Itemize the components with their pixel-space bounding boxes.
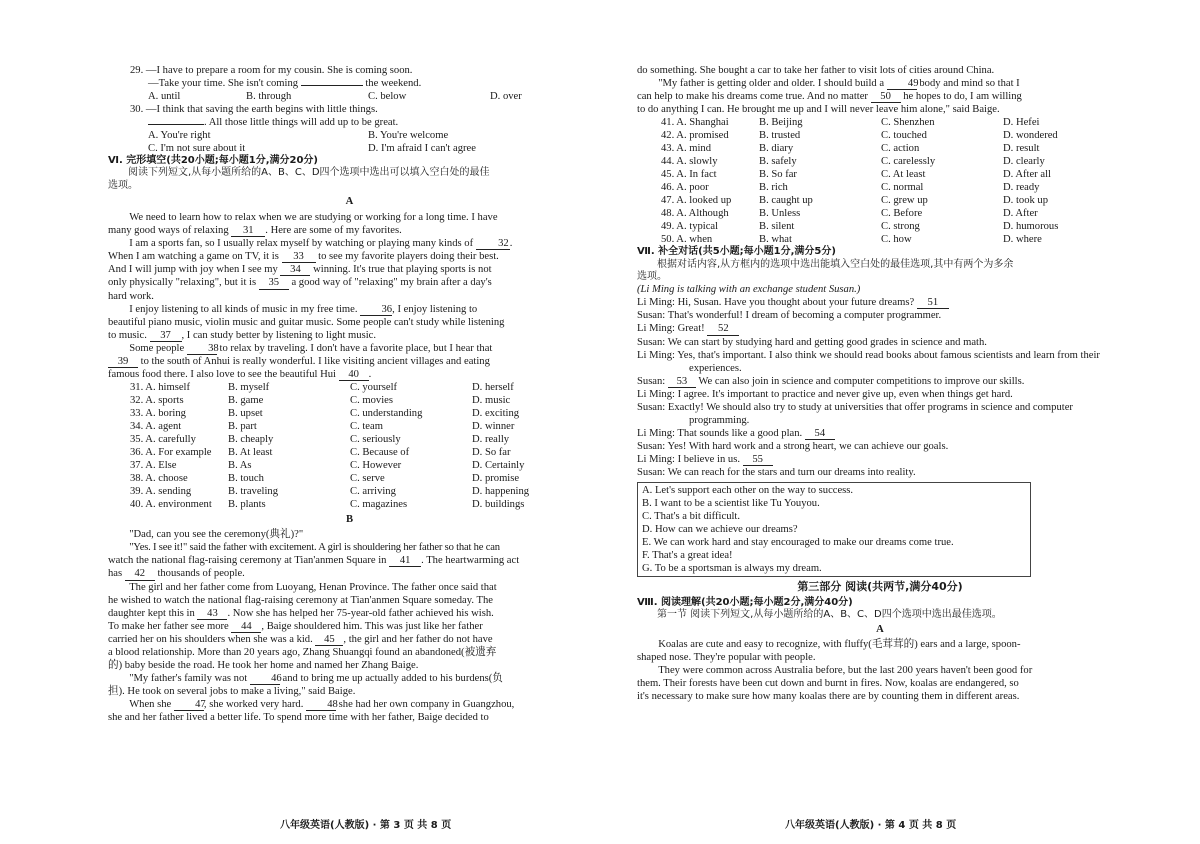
option[interactable]: D. After all — [1003, 169, 1051, 181]
text-line: And I will jump with joy when I see my 34 winning. It's true that playing sports is not — [108, 264, 492, 276]
option[interactable]: 49. A. typical — [661, 221, 719, 233]
option[interactable]: D. winner — [472, 421, 515, 433]
blank-48[interactable]: 48 — [306, 699, 336, 711]
text-line: "Dad, can you see the ceremony(典礼)?" — [129, 529, 304, 541]
option[interactable]: D. After — [1003, 208, 1038, 220]
right-page — [637, 64, 1123, 703]
option[interactable]: 34. A. agent — [130, 421, 182, 433]
option[interactable]: C. grew up — [881, 195, 928, 207]
options-46 — [661, 181, 1123, 194]
option[interactable]: D. clearly — [1003, 156, 1045, 168]
options-50 — [661, 233, 1123, 246]
option[interactable]: C. At least — [881, 169, 926, 181]
options-41 — [661, 116, 1123, 129]
text-line: "My father is getting older and older. I should build a 49 body and mind so that I — [658, 78, 1020, 90]
blank-42[interactable]: 42 — [125, 568, 155, 580]
option[interactable]: D. exciting — [472, 408, 520, 420]
option[interactable]: 48. A. Although — [661, 208, 729, 220]
koala-passage — [637, 638, 1123, 703]
section-6-instructions: 阅读下列短文,从每小题所给的A、B、C、D四个选项中选出可以填入空白处的最佳 — [128, 167, 490, 179]
option[interactable]: B. plants — [228, 499, 266, 511]
choice-item[interactable]: F. That's a great idea! — [642, 550, 733, 562]
page-footer-left: 八年级英语(人教版) · 第 3 页 共 8 页 — [280, 820, 452, 831]
blank-38[interactable]: 38 — [187, 343, 217, 355]
blank-43[interactable]: 43 — [197, 608, 227, 620]
text-line: shaped nose. They're popular with people. — [637, 652, 816, 664]
option[interactable]: C. carelessly — [881, 156, 936, 168]
passage-a — [108, 211, 591, 381]
blank-33[interactable]: 33 — [282, 251, 316, 263]
blank-50[interactable]: 50 — [871, 91, 901, 103]
section-6-title: Ⅵ. 完形填空(共20小题;每小题1分,满分20分) — [108, 155, 318, 167]
option[interactable]: D. wondered — [1003, 130, 1058, 142]
text-line: famous food there. I also love to see the beautiful Hui 40 . — [108, 369, 372, 381]
option[interactable]: 45. A. In fact — [661, 169, 717, 181]
q29-stem: 29. —I have to prepare a room for my cousin. She is coming soon. — [130, 65, 413, 76]
blank-54[interactable]: 54 — [805, 428, 835, 440]
option[interactable]: D. herself — [472, 382, 514, 394]
option[interactable]: D. buildings — [472, 499, 525, 511]
option[interactable]: C. magazines — [350, 499, 408, 511]
option[interactable]: B. traveling — [228, 486, 279, 498]
text-line: to do anything I can. He brought me up and I will never leave him alone," said Baige. — [637, 104, 1000, 116]
blank-34[interactable]: 34 — [280, 264, 310, 276]
text-line: Some people 38 to relax by traveling. I don't have a favorite place, but I hear that — [129, 342, 493, 354]
option[interactable]: B. trusted — [759, 130, 801, 142]
option[interactable]: 44. A. slowly — [661, 156, 718, 168]
blank-53[interactable]: 53 — [668, 376, 696, 388]
dialogue-line: Li Ming: Great! 52 — [637, 322, 1123, 335]
passage-b-heading: B — [345, 514, 354, 526]
section-7-instructions-cont: 选项。 — [637, 271, 667, 282]
text-line: 的) baby beside the road. He took her home and named her Zhang Baige. — [108, 659, 419, 671]
options-42 — [661, 129, 1123, 142]
reading-a-heading: A — [876, 624, 884, 636]
options-39 — [130, 485, 591, 498]
options-36 — [130, 446, 591, 459]
option[interactable]: B. Unless — [759, 208, 801, 220]
options-45 — [661, 168, 1123, 181]
option[interactable]: C. team — [350, 421, 383, 433]
blank-32[interactable]: 32 — [476, 238, 510, 250]
option[interactable]: D. I'm afraid I can't agree — [368, 143, 476, 155]
text-line: 39 to the south of Anhui is really wonderful. I like visiting ancient villages and eating — [108, 355, 591, 368]
option[interactable]: B. part — [228, 421, 257, 433]
dialogue-line: Susan: We can reach for the stars and turn our dreams into reality. — [637, 466, 916, 478]
option[interactable]: 43. A. mind — [661, 143, 712, 155]
section-7-instructions: 根据对话内容,从方框内的选项中选出能填入空白处的最佳选项,其中有两个为多余 — [657, 258, 1014, 270]
option[interactable]: B. game — [228, 395, 264, 407]
option[interactable]: B. cheaply — [228, 434, 274, 446]
q29-blank[interactable] — [301, 85, 363, 86]
choice-item[interactable]: G. To be a sportsman is always my dream. — [642, 563, 822, 575]
option[interactable]: D. So far — [472, 447, 511, 459]
option[interactable]: C. Shenzhen — [881, 117, 935, 129]
option[interactable]: D. took up — [1003, 195, 1049, 207]
options-40 — [130, 498, 591, 511]
text-line: When she 47, she worked very hard. 48 she had her own company in Guangzhou, — [129, 699, 515, 711]
option[interactable]: A. until — [148, 91, 181, 103]
text-line: I am a sports fan, so I usually relax myself by watching or playing many kinds of 32. — [129, 238, 513, 250]
dialogue-line: Susan: Yes! With hard work and a strong heart, we can achieve our goals. — [637, 440, 949, 452]
passage-a-options — [108, 381, 591, 511]
option[interactable]: D. Hefei — [1003, 117, 1040, 129]
options-44 — [661, 155, 1123, 168]
text-line: 担). He took on several jobs to make a living," said Baige. — [108, 686, 356, 698]
text-line: to music. 37 , I can study better by listening to light music. — [108, 329, 376, 341]
option[interactable]: 38. A. choose — [130, 473, 188, 485]
options-43 — [661, 142, 1123, 155]
text-line: do something. She bought a car to take her father to visit lots of cities around China. — [637, 65, 995, 76]
option[interactable]: C. Because of — [350, 447, 410, 459]
option[interactable]: D. really — [472, 434, 510, 446]
blank-49[interactable]: 49 — [887, 78, 917, 90]
option[interactable]: D. music — [472, 395, 511, 407]
text-line: daughter kept this in 43 . Now she has helped her 75-year-old father achieved his wish. — [108, 607, 494, 619]
text-line: only physically "relaxing", but it is 35 a good way of "relaxing" my brain after a day's — [108, 277, 492, 289]
option[interactable]: B. silent — [759, 221, 795, 233]
option[interactable]: D. happening — [472, 486, 530, 498]
option[interactable]: 40. A. environment — [130, 499, 212, 511]
options-31 — [130, 381, 591, 394]
answer-choices-box — [637, 482, 1031, 577]
option[interactable]: 50. A. when — [661, 234, 713, 246]
text-line: They were common across Australia before, but the last 200 years haven't been good for — [658, 665, 1033, 677]
option[interactable]: B. touch — [228, 473, 264, 485]
options-38 — [130, 472, 591, 485]
dialogue-setting: (Li Ming is talking with an exchange student Susan.) — [637, 284, 861, 296]
blank-51[interactable]: 51 — [917, 297, 949, 309]
dialogue-line: Susan: Exactly! We should also try to study at universities that offer programs in science and computer programming. — [637, 401, 1073, 426]
text-line: she and her father lived a better life. To spend more time with her father, Baige decided to — [108, 712, 489, 724]
passage-a-heading: A — [345, 196, 354, 207]
q30-options — [108, 129, 591, 155]
section-6-instructions-cont: 选项。 — [108, 179, 138, 191]
option[interactable]: 42. A. promised — [661, 130, 729, 142]
text-line: can help to make his dreams come true. And no matter 50 he hopes to do, I am willing — [637, 91, 1022, 103]
blank-55[interactable]: 55 — [743, 454, 773, 466]
option[interactable]: C. seriously — [350, 434, 401, 446]
option[interactable]: 33. A. boring — [130, 408, 186, 420]
option[interactable]: B. At least — [228, 447, 273, 459]
blank-41[interactable]: 41 — [389, 555, 421, 567]
text-line: has 42 thousands of people. — [108, 568, 245, 580]
dialogue-line: Li Ming: I believe in us. 55 — [637, 453, 1123, 466]
option[interactable]: B. Beijing — [759, 117, 803, 129]
option[interactable]: B. You're welcome — [368, 130, 449, 142]
option[interactable]: D. promise — [472, 473, 520, 485]
option[interactable]: B. myself — [228, 382, 270, 394]
text-line: he wished to watch the national flag-raising ceremony at Tian'anmen Square someday. The — [108, 594, 493, 606]
option[interactable]: C. serve — [350, 473, 385, 485]
text-line: I enjoy listening to all kinds of music in my free time. 36, I enjoy listening to — [129, 303, 478, 315]
option[interactable]: C. However — [350, 460, 402, 472]
dialogue-line: Li Ming: Hi, Susan. Have you thought about your future dreams? 51 — [637, 296, 1123, 309]
option[interactable]: C. strong — [881, 221, 920, 233]
option[interactable]: C. action — [881, 143, 920, 155]
dialogue — [637, 296, 1123, 479]
options-34 — [130, 420, 591, 433]
options-37 — [130, 459, 591, 472]
choice-item[interactable]: C. That's a bit difficult. — [642, 511, 741, 523]
page-footer-right: 八年级英语(人教版) · 第 4 页 共 8 页 — [785, 820, 957, 831]
dialogue-line: Li Ming: I agree. It's important to practice and never give up, even when things get hard. — [637, 388, 1013, 400]
option[interactable]: B. upset — [228, 408, 263, 420]
option[interactable]: D. over — [490, 91, 522, 103]
blank-31[interactable]: 31 — [231, 225, 265, 237]
option[interactable]: D. Certainly — [472, 460, 525, 472]
section-7-title: Ⅶ. 补全对话(共5小题;每小题1分,满分5分) — [637, 246, 836, 258]
dialogue-line: Susan: That's wonderful! I dream of becoming a computer programmer. — [637, 310, 942, 322]
option[interactable]: 46. A. poor — [661, 182, 709, 194]
q30-reply: . All those little things will add up to be great. — [108, 116, 591, 129]
text-line: it's necessary to make sure how many koalas there are by counting them in different areas. — [637, 691, 1020, 703]
blank-39[interactable]: 39 — [108, 356, 138, 368]
options-47 — [661, 194, 1123, 207]
option[interactable]: C. arriving — [350, 486, 396, 498]
option[interactable]: 41. A. Shanghai — [661, 117, 729, 129]
option[interactable]: C. understanding — [350, 408, 423, 420]
blank-46[interactable]: 46 — [250, 673, 280, 685]
text-line: Koalas are cute and easy to recognize, with fluffy(毛茸茸的) ears and a large, spoon- — [658, 639, 1021, 651]
q30-stem: 30. —I think that saving the earth begins with little things. — [130, 104, 378, 116]
blank-45[interactable]: 45 — [315, 634, 343, 646]
blank-35[interactable]: 35 — [259, 277, 289, 289]
section-8-instructions: 第一节 阅读下列短文,从每小题所给的A、B、C、D四个选项中选出最佳选项。 — [657, 608, 1002, 620]
choice-item[interactable]: E. We can work hard and stay encouraged to make our dreams come true. — [642, 537, 954, 549]
blank-52[interactable]: 52 — [707, 323, 739, 335]
passage-b — [108, 528, 591, 724]
option[interactable]: B. through — [246, 91, 292, 103]
option[interactable]: B. what — [759, 234, 792, 246]
choice-item[interactable]: D. How can we achieve our dreams? — [642, 524, 798, 536]
part-3-heading: 第三部分 阅读(共两节,满分40分) — [797, 580, 963, 594]
options-33 — [130, 407, 591, 420]
dialogue-line: Susan: 53 We can also join in science and computer competitions to improve our skills. — [637, 375, 1025, 387]
text-line: To make her father see more 44 , Baige shouldered him. This was just like her father — [108, 620, 483, 632]
dialogue-line: Li Ming: That sounds like a good plan. 54 — [637, 427, 1123, 440]
option[interactable]: 39. A. sending — [130, 486, 192, 498]
option[interactable]: 47. A. looked up — [661, 195, 732, 207]
blank-37[interactable]: 37 — [150, 330, 182, 342]
text-line: many good ways of relaxing 31 . Here are some of my favorites. — [108, 225, 402, 237]
q29-reply: —Take your time. She isn't coming the weekend. — [148, 78, 422, 90]
option[interactable]: B. rich — [759, 182, 788, 194]
text-line: "Yes. I see it!" said the father with excitement. A girl is shouldering her father so that he can — [129, 542, 500, 554]
options-32 — [130, 394, 591, 407]
options-35 — [130, 433, 591, 446]
text-line: "My father's family was not 46 and to bring me up actually added to his burdens(负 — [129, 672, 503, 684]
option[interactable]: D. humorous — [1003, 221, 1059, 233]
option[interactable]: 31. A. himself — [130, 382, 191, 394]
option[interactable]: D. where — [1003, 234, 1042, 246]
blank-36[interactable]: 36 — [360, 304, 392, 316]
option[interactable]: C. how — [881, 234, 912, 246]
option[interactable]: B. diary — [759, 143, 794, 155]
blank-47[interactable]: 47 — [174, 699, 204, 711]
text-line: We need to learn how to relax when we are studying or working for a long time. I have — [129, 212, 498, 224]
passage-b-options — [637, 116, 1123, 246]
choice-item[interactable]: A. Let's support each other on the way to success. — [642, 485, 854, 496]
options-48 — [661, 207, 1123, 220]
blank-44[interactable]: 44 — [231, 621, 261, 633]
text-line: a blood relationship. More than 20 years ago, Zhang Shuangqi found an abandoned(被遗弃 — [108, 646, 497, 658]
text-line: The girl and her father come from Luoyang, Henan Province. The father once said that — [129, 581, 497, 593]
option[interactable]: A. You're right — [148, 130, 211, 142]
option[interactable]: C. touched — [881, 130, 927, 142]
dialogue-line: Li Ming: Yes, that's important. I also think we should read books about famous scientists and learn from their experiences. — [637, 349, 1100, 374]
options-49 — [661, 220, 1123, 233]
option[interactable]: C. yourself — [350, 382, 398, 394]
option[interactable]: B. caught up — [759, 195, 813, 207]
section-8-title: Ⅷ. 阅读理解(共20小题;每小题2分,满分40分) — [637, 596, 853, 608]
text-line: watch the national flag-raising ceremony at Tian'anmen Square in 41 . The heartwarming act — [108, 555, 520, 567]
option[interactable]: C. movies — [350, 395, 393, 407]
text-line: When I am watching a game on TV, it is 33 to see my favorite players doing their best. — [108, 251, 499, 263]
blank-40[interactable]: 40 — [339, 369, 369, 381]
dialogue-line: Susan: We can start by studying hard and getting good grades in science and math. — [637, 336, 987, 348]
option[interactable]: 35. A. carefully — [130, 434, 196, 446]
option[interactable]: B. safely — [759, 156, 797, 168]
option[interactable]: B. So far — [759, 169, 797, 181]
left-page — [108, 64, 591, 724]
option[interactable]: C. normal — [881, 182, 924, 194]
q29-options — [108, 90, 591, 103]
text-line: them. Their forests have been cut down and burnt in fires. Now, koalas are endangered, so — [637, 678, 1019, 690]
option[interactable]: 32. A. sports — [130, 395, 184, 407]
option[interactable]: 37. A. Else — [130, 460, 177, 472]
text-line: beautiful piano music, violin music and guitar music. Some people can't study while listening — [108, 316, 505, 328]
option[interactable]: C. Before — [881, 208, 923, 220]
option[interactable]: C. I'm not sure about it — [148, 143, 246, 155]
q30-blank[interactable] — [148, 124, 204, 125]
option[interactable]: 36. A. For example — [130, 447, 212, 459]
option[interactable]: C. below — [368, 91, 407, 103]
choice-item[interactable]: B. I want to be a scientist like Tu Youyou. — [642, 498, 820, 510]
text-line: hard work. — [108, 290, 154, 302]
option[interactable]: D. ready — [1003, 182, 1040, 194]
option[interactable]: D. result — [1003, 143, 1040, 155]
option[interactable]: B. As — [228, 460, 252, 472]
text-line: carried her on his shoulders when she was a kid. 45 , the girl and her father do not have — [108, 633, 493, 645]
